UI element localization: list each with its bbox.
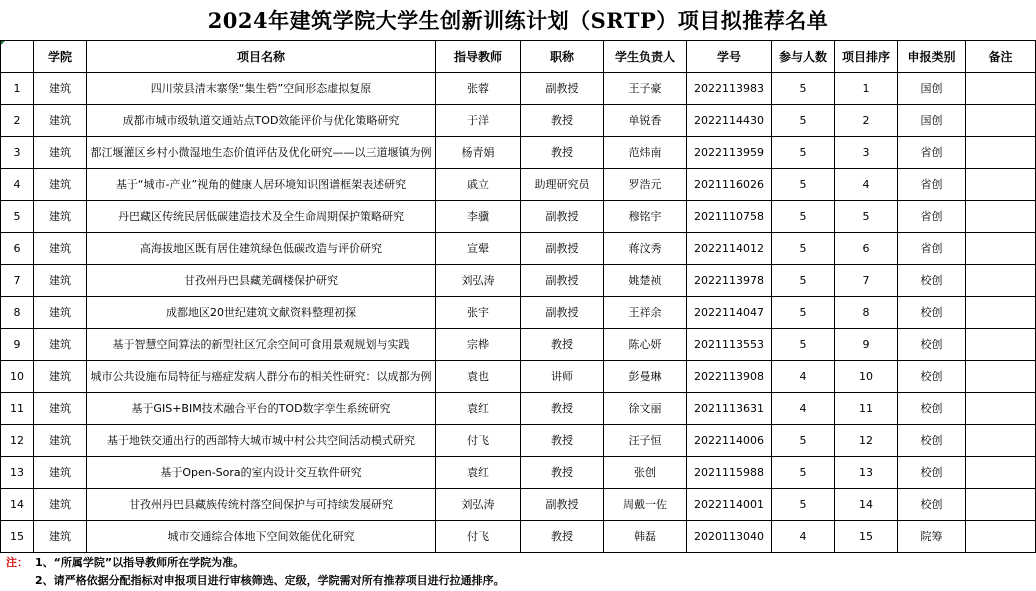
note-text: 1、“所属学院”以指导教师所在学院为准。 (35, 556, 245, 569)
project-table (0, 40, 1036, 553)
table-row (1, 169, 1036, 201)
cell-student-leader[interactable]: 单锐香 (604, 105, 687, 137)
cell-category[interactable]: 国创 (898, 105, 966, 137)
cell-remark[interactable] (966, 457, 1036, 489)
cell-student-id[interactable]: 2021110758 (687, 201, 772, 233)
cell-rank-title[interactable]: 助理研究员 (521, 169, 604, 201)
cell-college[interactable]: 建筑 (34, 521, 87, 553)
cell-student-id[interactable]: 2021115988 (687, 457, 772, 489)
cell-advisor[interactable]: 张宇 (436, 297, 521, 329)
cell-advisor[interactable]: 于洋 (436, 105, 521, 137)
cell-rank-title[interactable]: 教授 (521, 425, 604, 457)
cell-members[interactable]: 5 (772, 297, 835, 329)
note-spacer (0, 572, 35, 590)
cell-no[interactable]: 8 (1, 297, 34, 329)
header-student-id[interactable]: 学号 (687, 41, 772, 73)
cell-student-leader[interactable]: 蒋汶秀 (604, 233, 687, 265)
cell-college[interactable]: 建筑 (34, 265, 87, 297)
cell-members[interactable]: 5 (772, 105, 835, 137)
table-row (1, 265, 1036, 297)
cell-student-id[interactable]: 2022114047 (687, 297, 772, 329)
cell-remark[interactable] (966, 201, 1036, 233)
cell-order[interactable]: 8 (835, 297, 898, 329)
cell-members[interactable]: 5 (772, 489, 835, 521)
cell-student-id[interactable]: 2022114001 (687, 489, 772, 521)
cell-project-name[interactable]: 四川荥县清末寨堡“集生砦”空间形态虚拟复原 (87, 73, 436, 105)
cell-student-id[interactable]: 2020113040 (687, 521, 772, 553)
cell-student-leader[interactable]: 徐文丽 (604, 393, 687, 425)
header-category[interactable]: 申报类别 (898, 41, 966, 73)
cell-project-name[interactable]: 基于Open-Sora的室内设计交互软件研究 (87, 457, 436, 489)
cell-remark[interactable] (966, 105, 1036, 137)
cell-advisor[interactable]: 宗桦 (436, 329, 521, 361)
cell-student-leader[interactable]: 王子豪 (604, 73, 687, 105)
cell-student-leader[interactable]: 姚楚祯 (604, 265, 687, 297)
cell-rank-title[interactable]: 教授 (521, 521, 604, 553)
cell-project-name[interactable]: 甘孜州丹巴县藏羌碉楼保护研究 (87, 265, 436, 297)
cell-remark[interactable] (966, 73, 1036, 105)
cell-college[interactable]: 建筑 (34, 425, 87, 457)
cell-advisor[interactable]: 宣翚 (436, 233, 521, 265)
cell-college[interactable]: 建筑 (34, 489, 87, 521)
footnote-2 (0, 572, 1036, 590)
cell-student-leader[interactable]: 周戴一佐 (604, 489, 687, 521)
cell-student-id[interactable]: 2022113959 (687, 137, 772, 169)
cell-student-leader[interactable]: 韩磊 (604, 521, 687, 553)
cell-no[interactable]: 4 (1, 169, 34, 201)
cell-members[interactable]: 5 (772, 201, 835, 233)
cell-project-name[interactable]: 成都市城市级轨道交通站点TOD效能评价与优化策略研究 (87, 105, 436, 137)
cell-project-name[interactable]: 都江堰灌区乡村小微湿地生态价值评估及优化研究——以三道堰镇为例 (87, 137, 436, 169)
header-rank-title[interactable]: 职称 (521, 41, 604, 73)
cell-category[interactable]: 省创 (898, 169, 966, 201)
cell-members[interactable]: 5 (772, 457, 835, 489)
cell-category[interactable]: 省创 (898, 233, 966, 265)
cell-no[interactable]: 13 (1, 457, 34, 489)
cell-advisor[interactable]: 杨青娟 (436, 137, 521, 169)
cell-student-id[interactable]: 2022114012 (687, 233, 772, 265)
cell-order[interactable]: 4 (835, 169, 898, 201)
cell-remark[interactable] (966, 489, 1036, 521)
cell-project-name[interactable]: 甘孜州丹巴县藏族传统村落空间保护与可持续发展研究 (87, 489, 436, 521)
cell-no[interactable]: 15 (1, 521, 34, 553)
cell-members[interactable]: 5 (772, 329, 835, 361)
cell-order[interactable]: 10 (835, 361, 898, 393)
cell-advisor[interactable]: 刘弘涛 (436, 489, 521, 521)
cell-advisor[interactable]: 戚立 (436, 169, 521, 201)
cell-category[interactable]: 校创 (898, 489, 966, 521)
cell-advisor[interactable]: 付飞 (436, 521, 521, 553)
cell-no[interactable]: 14 (1, 489, 34, 521)
cell-members[interactable]: 5 (772, 73, 835, 105)
cell-remark[interactable] (966, 361, 1036, 393)
cell-category[interactable]: 省创 (898, 201, 966, 233)
header-advisor[interactable]: 指导教师 (436, 41, 521, 73)
cell-category[interactable]: 国创 (898, 73, 966, 105)
cell-college[interactable]: 建筑 (34, 169, 87, 201)
cell-project-name[interactable]: 丹巴藏区传统民居低碳建造技术及全生命周期保护策略研究 (87, 201, 436, 233)
cell-rank-title[interactable]: 副教授 (521, 201, 604, 233)
note-label: 注： (6, 556, 28, 569)
cell-no[interactable]: 9 (1, 329, 34, 361)
page-title: 2024年建筑学院大学生创新训练计划（SRTP）项目拟推荐名单 (207, 8, 829, 33)
cell-category[interactable]: 校创 (898, 425, 966, 457)
cell-college[interactable]: 建筑 (34, 361, 87, 393)
table-row (1, 233, 1036, 265)
cell-no[interactable]: 5 (1, 201, 34, 233)
cell-college[interactable]: 建筑 (34, 329, 87, 361)
cell-no[interactable]: 11 (1, 393, 34, 425)
cell-category[interactable]: 校创 (898, 265, 966, 297)
header-remark[interactable]: 备注 (966, 41, 1036, 73)
cell-order[interactable]: 15 (835, 521, 898, 553)
cell-no[interactable]: 1 (1, 73, 34, 105)
header-members[interactable]: 参与人数 (772, 41, 835, 73)
cell-members[interactable]: 5 (772, 425, 835, 457)
cell-no[interactable]: 10 (1, 361, 34, 393)
cell-college[interactable]: 建筑 (34, 457, 87, 489)
cell-no[interactable]: 2 (1, 105, 34, 137)
cell-remark[interactable] (966, 329, 1036, 361)
header-leader[interactable]: 学生负责人 (604, 41, 687, 73)
cell-college[interactable]: 建筑 (34, 393, 87, 425)
cell-student-leader[interactable]: 汪子恒 (604, 425, 687, 457)
cell-student-id[interactable]: 2022113978 (687, 265, 772, 297)
cell-remark[interactable] (966, 393, 1036, 425)
cell-student-leader[interactable]: 彭曼琳 (604, 361, 687, 393)
table-row (1, 73, 1036, 105)
cell-student-leader[interactable]: 罗浩元 (604, 169, 687, 201)
table-row (1, 297, 1036, 329)
cell-college[interactable]: 建筑 (34, 201, 87, 233)
cell-category[interactable]: 院筹 (898, 521, 966, 553)
cell-rank-title[interactable]: 教授 (521, 457, 604, 489)
cell-student-leader[interactable]: 张创 (604, 457, 687, 489)
cell-rank-title[interactable]: 教授 (521, 329, 604, 361)
cell-advisor[interactable]: 张蓉 (436, 73, 521, 105)
cell-rank-title[interactable]: 副教授 (521, 297, 604, 329)
cell-order[interactable]: 1 (835, 73, 898, 105)
table-row (1, 457, 1036, 489)
cell-advisor[interactable]: 袁红 (436, 393, 521, 425)
header-college[interactable]: 学院 (34, 41, 87, 73)
cell-rank-title[interactable]: 教授 (521, 137, 604, 169)
table-row (1, 137, 1036, 169)
cell-college[interactable]: 建筑 (34, 137, 87, 169)
cell-members[interactable]: 5 (772, 265, 835, 297)
cell-members[interactable]: 4 (772, 521, 835, 553)
cell-order[interactable]: 3 (835, 137, 898, 169)
cell-project-name[interactable]: 基于地铁交通出行的西部特大城市城中村公共空间活动模式研究 (87, 425, 436, 457)
table-row (1, 489, 1036, 521)
cell-student-id[interactable]: 2021113553 (687, 329, 772, 361)
cell-rank-title[interactable]: 讲师 (521, 361, 604, 393)
cell-order[interactable]: 12 (835, 425, 898, 457)
cell-remark[interactable] (966, 425, 1036, 457)
cell-rank-title[interactable]: 教授 (521, 105, 604, 137)
cell-student-id[interactable]: 2022114006 (687, 425, 772, 457)
cell-advisor[interactable]: 付飞 (436, 425, 521, 457)
cell-college[interactable]: 建筑 (34, 73, 87, 105)
cell-advisor[interactable]: 袁也 (436, 361, 521, 393)
table-row (1, 425, 1036, 457)
cell-student-leader[interactable]: 陈心妍 (604, 329, 687, 361)
cell-order[interactable]: 9 (835, 329, 898, 361)
cell-remark[interactable] (966, 137, 1036, 169)
cell-student-id[interactable]: 2022114430 (687, 105, 772, 137)
cell-category[interactable]: 校创 (898, 457, 966, 489)
cell-no[interactable]: 3 (1, 137, 34, 169)
cell-rank-title[interactable]: 副教授 (521, 489, 604, 521)
cell-project-name[interactable]: 基于GIS+BIM技术融合平台的TOD数字孪生系统研究 (87, 393, 436, 425)
header-order[interactable]: 项目排序 (835, 41, 898, 73)
cell-project-name[interactable]: 基于智慧空间算法的新型社区冗余空间可食用景观规划与实践 (87, 329, 436, 361)
cell-project-name[interactable]: 城市公共设施布局特征与癌症发病人群分布的相关性研究：以成都为例 (87, 361, 436, 393)
header-no[interactable] (1, 41, 34, 73)
cell-order[interactable]: 11 (835, 393, 898, 425)
cell-rank-title[interactable]: 副教授 (521, 265, 604, 297)
header-row (1, 41, 1036, 73)
cell-members[interactable]: 5 (772, 137, 835, 169)
cell-remark[interactable] (966, 233, 1036, 265)
cell-project-name[interactable]: 基于“城市-产业”视角的健康人居环境知识图谱框架表述研究 (87, 169, 436, 201)
cell-category[interactable]: 校创 (898, 329, 966, 361)
cell-members[interactable]: 5 (772, 169, 835, 201)
cell-college[interactable]: 建筑 (34, 233, 87, 265)
cell-category[interactable]: 省创 (898, 137, 966, 169)
cell-order[interactable]: 5 (835, 201, 898, 233)
cell-members[interactable]: 4 (772, 393, 835, 425)
table-row (1, 361, 1036, 393)
cell-order[interactable]: 7 (835, 265, 898, 297)
cell-order[interactable]: 13 (835, 457, 898, 489)
cell-rank-title[interactable]: 教授 (521, 393, 604, 425)
cell-remark[interactable] (966, 169, 1036, 201)
table-row (1, 201, 1036, 233)
cell-student-leader[interactable]: 范炜南 (604, 137, 687, 169)
note-text: 2、请严格依据分配指标对申报项目进行审核筛选、定级，学院需对所有推荐项目进行拉通排序。 (35, 574, 505, 587)
cell-student-leader[interactable]: 穆铭宇 (604, 201, 687, 233)
cell-student-id[interactable]: 2022113908 (687, 361, 772, 393)
cell-project-name[interactable]: 高海拔地区既有居住建筑绿色低碳改造与评价研究 (87, 233, 436, 265)
table-row (1, 521, 1036, 553)
cell-student-id[interactable]: 2021113631 (687, 393, 772, 425)
cell-advisor[interactable]: 刘弘涛 (436, 265, 521, 297)
cell-student-leader[interactable]: 王祥余 (604, 297, 687, 329)
cell-remark[interactable] (966, 521, 1036, 553)
cell-no[interactable]: 12 (1, 425, 34, 457)
cell-remark[interactable] (966, 297, 1036, 329)
cell-rank-title[interactable]: 副教授 (521, 233, 604, 265)
cell-college[interactable]: 建筑 (34, 105, 87, 137)
cell-advisor[interactable]: 袁红 (436, 457, 521, 489)
cell-members[interactable]: 4 (772, 361, 835, 393)
cell-college[interactable]: 建筑 (34, 297, 87, 329)
footnotes (0, 554, 1036, 590)
footnote-1 (0, 554, 1036, 572)
cell-no[interactable]: 6 (1, 233, 34, 265)
table-row (1, 329, 1036, 361)
cell-category[interactable]: 校创 (898, 361, 966, 393)
cell-rank-title[interactable]: 副教授 (521, 73, 604, 105)
cell-student-id[interactable]: 2022113983 (687, 73, 772, 105)
cell-members[interactable]: 5 (772, 233, 835, 265)
cell-order[interactable]: 14 (835, 489, 898, 521)
cell-project-name[interactable]: 城市交通综合体地下空间效能优化研究 (87, 521, 436, 553)
cell-category[interactable]: 校创 (898, 393, 966, 425)
table-row (1, 393, 1036, 425)
cell-advisor[interactable]: 李骥 (436, 201, 521, 233)
table-row (1, 105, 1036, 137)
cell-remark[interactable] (966, 265, 1036, 297)
cell-order[interactable]: 6 (835, 233, 898, 265)
header-project[interactable]: 项目名称 (87, 41, 436, 73)
cell-no[interactable]: 7 (1, 265, 34, 297)
cell-project-name[interactable]: 成都地区20世纪建筑文献资料整理初探 (87, 297, 436, 329)
cell-order[interactable]: 2 (835, 105, 898, 137)
cell-student-id[interactable]: 2021116026 (687, 169, 772, 201)
cell-category[interactable]: 校创 (898, 297, 966, 329)
